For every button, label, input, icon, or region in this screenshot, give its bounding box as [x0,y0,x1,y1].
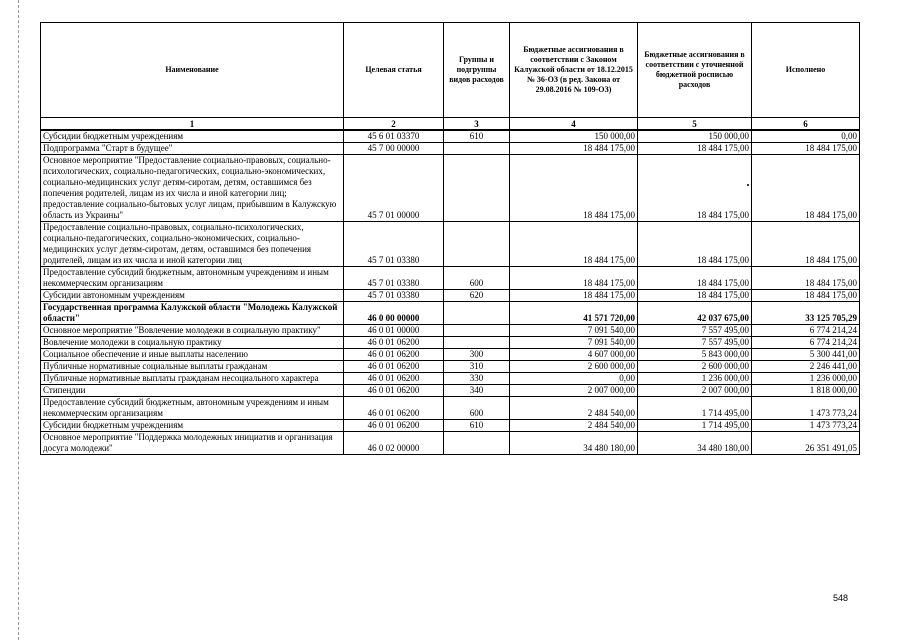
table-row [41,290,860,302]
row-expense-group-cell [444,337,510,349]
row-target-article-cell: 45 7 01 03380 [344,267,444,290]
header-expense-groups: Группы и подгруппы видов расходов [444,23,510,118]
row-refined-cell: 18 484 175,00 [638,155,752,222]
row-executed-cell: 1 473 773,24 [752,397,860,420]
scan-dot [747,184,749,186]
column-number: 3 [444,118,510,131]
row-executed-cell: 2 246 441,00 [752,361,860,373]
row-expense-group-cell [444,432,510,455]
row-target-article-cell: 45 6 01 03370 [344,130,444,143]
page-number: 548 [833,593,849,603]
row-refined-cell: 2 600 000,00 [638,361,752,373]
row-target-article-cell: 46 0 01 06200 [344,373,444,385]
row-expense-group-cell [444,302,510,325]
table-row [41,385,860,397]
row-executed-cell: 33 125 705,29 [752,302,860,325]
row-target-article-cell: 46 0 00 00000 [344,302,444,325]
row-approved-cell: 18 484 175,00 [510,155,638,222]
row-refined-cell: 7 557 495,00 [638,337,752,349]
row-approved-cell: 2 007 000,00 [510,385,638,397]
row-executed-cell: 18 484 175,00 [752,155,860,222]
row-approved-cell: 2 484 540,00 [510,397,638,420]
table-row [41,155,860,222]
table-row [41,302,860,325]
table-row [41,373,860,385]
row-expense-group-cell: 330 [444,373,510,385]
column-number-row [41,118,860,131]
table-row [41,349,860,361]
column-number: 4 [510,118,638,131]
row-refined-cell: 7 557 495,00 [638,325,752,337]
row-name-cell: Публичные нормативные социальные выплаты гражданам [41,361,344,373]
table-row [41,432,860,455]
row-name-cell: Государственная программа Калужской области "Молодежь Калужской области" [41,302,344,325]
row-target-article-cell: 45 7 01 03380 [344,222,444,267]
row-name-cell: Субсидии бюджетным учреждениям [41,420,344,432]
row-expense-group-cell: 610 [444,130,510,143]
row-executed-cell: 18 484 175,00 [752,143,860,155]
row-target-article-cell: 45 7 01 00000 [344,155,444,222]
row-approved-cell: 7 091 540,00 [510,337,638,349]
row-approved-cell: 2 484 540,00 [510,420,638,432]
row-name-cell: Публичные нормативные выплаты гражданам несоциального характера [41,373,344,385]
header-refined-budget: Бюджетные ассигнования в соответствии с уточненной бюджетной росписью расходов [638,23,752,118]
row-name-cell: Основное мероприятие "Поддержка молодежных инициатив и организация досуга молодежи" [41,432,344,455]
row-expense-group-cell: 300 [444,349,510,361]
row-refined-cell: 1 236 000,00 [638,373,752,385]
row-executed-cell: 1 236 000,00 [752,373,860,385]
row-expense-group-cell: 600 [444,397,510,420]
row-name-cell: Субсидии автономным учреждениям [41,290,344,302]
row-name-cell: Предоставление субсидий бюджетным, автономным учреждениям и иным некоммерческим организациям [41,267,344,290]
row-name-cell: Подпрограмма "Старт в будущее" [41,143,344,155]
column-number: 1 [41,118,344,131]
row-expense-group-cell [444,325,510,337]
row-approved-cell: 0,00 [510,373,638,385]
row-approved-cell: 7 091 540,00 [510,325,638,337]
header-target-article: Целевая статья [344,23,444,118]
row-target-article-cell: 46 0 01 06200 [344,385,444,397]
header-executed: Исполнено [752,23,860,118]
row-refined-cell: 5 843 000,00 [638,349,752,361]
binding-margin-line [18,0,19,640]
table-row [41,397,860,420]
row-approved-cell: 18 484 175,00 [510,222,638,267]
row-expense-group-cell [444,143,510,155]
header-row [41,23,860,118]
row-target-article-cell: 46 0 01 06200 [344,420,444,432]
column-number: 2 [344,118,444,131]
table-row [41,420,860,432]
budget-table [40,22,860,455]
row-approved-cell: 18 484 175,00 [510,143,638,155]
row-expense-group-cell: 600 [444,267,510,290]
column-number: 5 [638,118,752,131]
row-name-cell: Субсидии бюджетным учреждениям [41,130,344,143]
row-expense-group-cell: 340 [444,385,510,397]
row-executed-cell: 0,00 [752,130,860,143]
table-row [41,361,860,373]
row-target-article-cell: 46 0 01 06200 [344,397,444,420]
row-name-cell: Основное мероприятие "Предоставление социально-правовых, социально-психологических, социально-педагогических, социально-экономических, социально-медицинских услуг детям-сиротам, детям, оставшимся без попечения родителей, лицам из их числа и иной категории лиц; предоставление социально-бытовых услуг лицам, прибывшим в Калужскую область из Украины" [41,155,344,222]
row-name-cell: Стипендии [41,385,344,397]
row-refined-cell: 42 037 675,00 [638,302,752,325]
table-row [41,130,860,143]
row-expense-group-cell: 610 [444,420,510,432]
row-approved-cell: 150 000,00 [510,130,638,143]
row-refined-cell: 1 714 495,00 [638,397,752,420]
row-refined-cell: 18 484 175,00 [638,290,752,302]
row-expense-group-cell [444,222,510,267]
row-executed-cell: 18 484 175,00 [752,222,860,267]
row-expense-group-cell: 620 [444,290,510,302]
row-executed-cell: 26 351 491,05 [752,432,860,455]
row-refined-cell: 150 000,00 [638,130,752,143]
row-refined-cell: 2 007 000,00 [638,385,752,397]
row-executed-cell: 18 484 175,00 [752,267,860,290]
row-target-article-cell: 46 0 02 00000 [344,432,444,455]
row-executed-cell: 1 473 773,24 [752,420,860,432]
row-name-cell: Предоставление социально-правовых, социально-психологических, социально-педагогических, социально-экономических, социально-медицинских услуг детям-сиротам, детям, оставшимся без попечения родителей, лицам из их числа и иной категории лиц [41,222,344,267]
row-refined-cell: 18 484 175,00 [638,222,752,267]
table-row [41,267,860,290]
row-approved-cell: 34 480 180,00 [510,432,638,455]
header-approved-budget: Бюджетные ассигнования в соответствии с Законом Калужской области от 18.12.2015 № 36-ОЗ (в ред. Закона от 29.08.2016 № 109-ОЗ) [510,23,638,118]
row-target-article-cell: 46 0 01 06200 [344,349,444,361]
table-row [41,325,860,337]
table-row [41,143,860,155]
row-approved-cell: 41 571 720,00 [510,302,638,325]
row-approved-cell: 18 484 175,00 [510,290,638,302]
row-executed-cell: 5 300 441,00 [752,349,860,361]
row-expense-group-cell [444,155,510,222]
row-name-cell: Вовлечение молодежи в социальную практику [41,337,344,349]
row-refined-cell: 18 484 175,00 [638,143,752,155]
row-name-cell: Предоставление субсидий бюджетным, автономным учреждениям и иным некоммерческим организациям [41,397,344,420]
row-refined-cell: 1 714 495,00 [638,420,752,432]
row-name-cell: Основное мероприятие "Вовлечение молодежи в социальную практику" [41,325,344,337]
row-approved-cell: 4 607 000,00 [510,349,638,361]
row-target-article-cell: 45 7 01 03380 [344,290,444,302]
row-target-article-cell: 46 0 01 06200 [344,337,444,349]
row-refined-cell: 34 480 180,00 [638,432,752,455]
row-target-article-cell: 46 0 01 00000 [344,325,444,337]
row-target-article-cell: 45 7 00 00000 [344,143,444,155]
row-refined-cell: 18 484 175,00 [638,267,752,290]
column-number: 6 [752,118,860,131]
row-executed-cell: 18 484 175,00 [752,290,860,302]
row-expense-group-cell: 310 [444,361,510,373]
table-row [41,337,860,349]
row-approved-cell: 18 484 175,00 [510,267,638,290]
row-executed-cell: 6 774 214,24 [752,325,860,337]
row-executed-cell: 6 774 214,24 [752,337,860,349]
row-approved-cell: 2 600 000,00 [510,361,638,373]
row-executed-cell: 1 818 000,00 [752,385,860,397]
header-name: Наименование [41,23,344,118]
row-name-cell: Социальное обеспечение и иные выплаты населению [41,349,344,361]
table-body [41,130,860,455]
table-row [41,222,860,267]
row-target-article-cell: 46 0 01 06200 [344,361,444,373]
